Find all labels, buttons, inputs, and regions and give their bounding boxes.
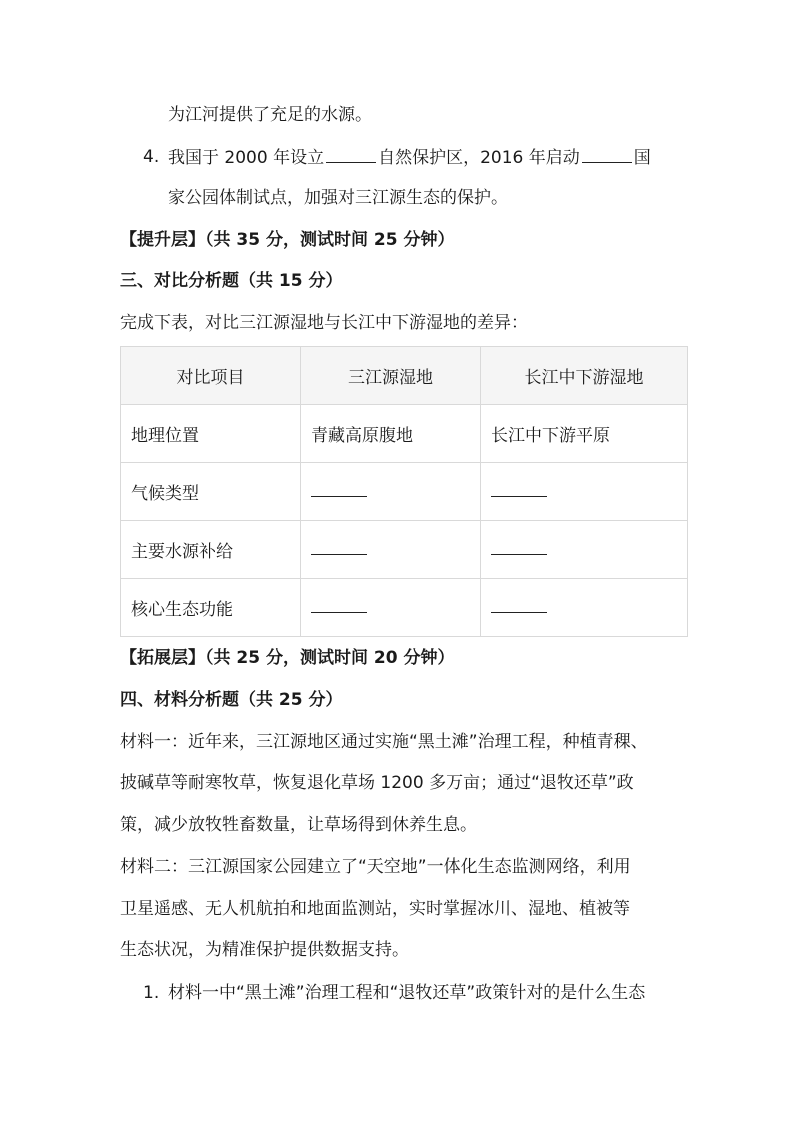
material-2-line: 生态状况，为精准保护提供数据支持。: [120, 940, 409, 960]
table-header-cell: 对比项目: [121, 347, 301, 405]
material-1-line: 披碱草等耐寒牧草，恢复退化草场 1200 多万亩；通过“退牧还草”政: [120, 773, 634, 793]
question-4-line-1: [168, 145, 651, 170]
table-cell: 青藏高原腹地: [301, 405, 481, 463]
material-1-line: 材料一：近年来，三江源地区通过实施“黑土滩”治理工程，种植青稞、: [120, 732, 648, 752]
table-cell-item: 核心生态功能: [121, 579, 301, 637]
table-cell: [481, 521, 688, 579]
material-2-line: 材料二：三江源国家公园建立了“天空地”一体化生态监测网络，利用: [120, 857, 631, 877]
answer-blank[interactable]: [311, 482, 367, 497]
answer-blank[interactable]: [311, 540, 367, 555]
question-4-text-part-2: 自然保护区，2016 年启动: [378, 148, 580, 168]
answer-blank[interactable]: [491, 482, 547, 497]
question-4-text-part-3: 国: [633, 148, 651, 168]
question-1-number: 1.: [143, 983, 160, 1003]
question-1-text: 材料一中“黑土滩”治理工程和“退牧还草”政策针对的是什么生态: [168, 983, 646, 1003]
answer-blank[interactable]: [491, 540, 547, 555]
table-cell: 长江中下游平原: [481, 405, 688, 463]
answer-blank[interactable]: [582, 145, 632, 163]
table-header-cell: 三江源湿地: [301, 347, 481, 405]
table-cell: [301, 579, 481, 637]
table-header-cell: 长江中下游湿地: [481, 347, 688, 405]
table-cell: [301, 521, 481, 579]
table-cell: [481, 463, 688, 521]
table-cell-item: 气候类型: [121, 463, 301, 521]
table-row: [121, 405, 688, 463]
section-4-title: 四、材料分析题（共 25 分）: [120, 690, 343, 710]
question-4-line-2: 家公园体制试点，加强对三江源生态的保护。: [168, 188, 508, 208]
table-cell-item: 主要水源补给: [121, 521, 301, 579]
comparison-table: [120, 346, 688, 637]
table-row: [121, 463, 688, 521]
table-cell: [481, 579, 688, 637]
answer-blank[interactable]: [311, 598, 367, 613]
question-4-number: 4.: [143, 147, 160, 167]
answer-blank[interactable]: [326, 145, 376, 163]
material-1-line: 策，减少放牧牲畜数量，让草场得到休养生息。: [120, 815, 477, 835]
section-3-instruction: 完成下表，对比三江源湿地与长江中下游湿地的差异：: [120, 313, 528, 333]
table-cell: [301, 463, 481, 521]
question-4-text-part-1: 我国于 2000 年设立: [168, 148, 325, 168]
answer-blank[interactable]: [491, 598, 547, 613]
section-3-title: 三、对比分析题（共 15 分）: [120, 271, 343, 291]
table-row: [121, 579, 688, 637]
level-extend-heading: 【拓展层】（共 25 分，测试时间 20 分钟）: [120, 648, 455, 668]
material-2-line: 卫星遥感、无人机航拍和地面监测站，实时掌握冰川、湿地、植被等: [120, 899, 630, 919]
continuation-line: 为江河提供了充足的水源。: [168, 105, 372, 125]
level-up-heading: 【提升层】（共 35 分，测试时间 25 分钟）: [120, 230, 455, 250]
table-row: [121, 521, 688, 579]
table-cell-item: 地理位置: [121, 405, 301, 463]
table-header-row: [121, 347, 688, 405]
